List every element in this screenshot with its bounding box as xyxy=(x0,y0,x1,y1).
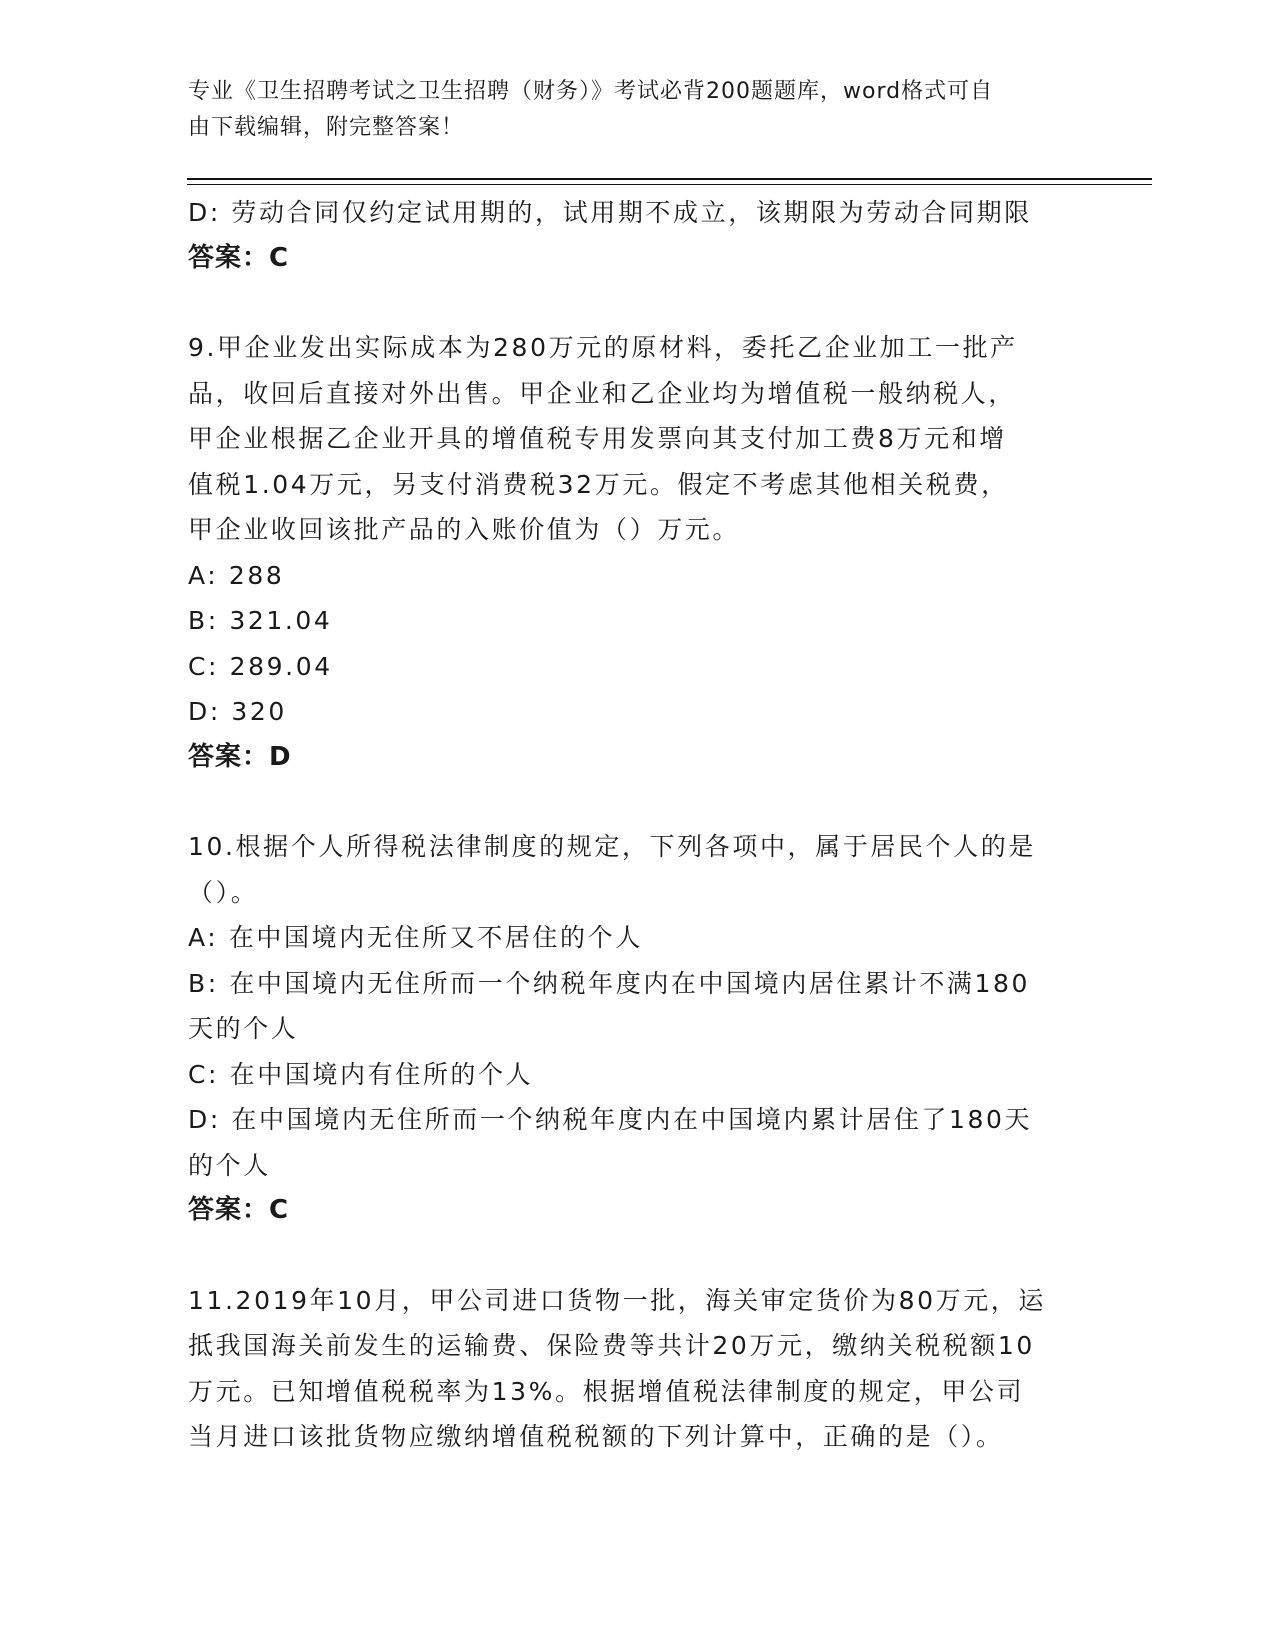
question-10 xyxy=(188,824,1088,1234)
question-stem-line: 值税1.04万元，另支付消费税32万元。假定不考虑其他相关税费， xyxy=(188,469,1009,499)
option-d-continued: 的个人 xyxy=(188,1150,271,1180)
question-stem-line: 甲企业收回该批产品的入账价值为（）万元。 xyxy=(188,515,741,544)
header-title-line-1: 专业《卫生招聘考试之卫生招聘（财务）》考试必背200题题库，word格式可自 xyxy=(188,79,994,104)
option-a: A: 在中国境内无住所又不居住的个人 xyxy=(188,923,643,952)
option-b-continued: 天的个人 xyxy=(188,1014,299,1043)
document-header xyxy=(188,74,1068,146)
answer: 答案：C xyxy=(188,1195,290,1225)
question-stem-line: 抵我国海关前发生的运输费、保险费等共计20万元，缴纳关税税额10 xyxy=(188,1331,1035,1360)
option-c: C: 在中国境内有住所的个人 xyxy=(188,1059,534,1089)
header-rule-thin xyxy=(187,184,1152,185)
question-stem-line: 11.2019年10月，甲公司进口货物一批，海关审定货价为80万元，运 xyxy=(188,1285,1047,1315)
option-b: B: 321.04 xyxy=(188,606,333,635)
answer: 答案：D xyxy=(188,741,292,772)
question-stem-line: 万元。已知增值税税率为13%。根据增值税法律制度的规定，甲公司 xyxy=(188,1376,1025,1406)
question-stem-line: （）。 xyxy=(188,877,259,907)
question-stem-line: 甲企业根据乙企业开具的增值税专用发票向其支付加工费8万元和增 xyxy=(188,424,1007,453)
answer: 答案：C xyxy=(188,242,290,273)
option-a: A: 288 xyxy=(188,560,285,590)
option-c: C: 289.04 xyxy=(188,651,333,681)
question-stem-line: 当月进口该批货物应缴纳增值税税额的下列计算中，正确的是（）。 xyxy=(188,1422,1004,1451)
option-b: B: 在中国境内无住所而一个纳税年度内在中国境内居住累计不满180 xyxy=(188,968,1031,998)
question-stem-line: 10.根据个人所得税法律制度的规定，下列各项中，属于居民个人的是 xyxy=(188,832,1036,861)
question-stem-line: 品，收回后直接对外出售。甲企业和乙企业均为增值税一般纳税人， xyxy=(188,378,1017,408)
header-rule-thick xyxy=(187,178,1152,180)
question-stem-line: 9.甲企业发出实际成本为280万元的原材料，委托乙企业加工一批产 xyxy=(188,333,1018,362)
option-d: D: 劳动合同仅约定试用期的，试用期不成立，该期限为劳动合同期限 xyxy=(188,198,1032,227)
option-d: D: 在中国境内无住所而一个纳税年度内在中国境内累计居住了180天 xyxy=(188,1105,1033,1134)
question-11 xyxy=(188,1278,1088,1460)
question-9 xyxy=(188,325,1088,780)
previous-question-tail xyxy=(188,190,1088,281)
option-d: D: 320 xyxy=(188,697,287,726)
document-body xyxy=(188,190,1088,1460)
header-title-line-2: 由下载编辑，附完整答案！ xyxy=(188,115,465,140)
